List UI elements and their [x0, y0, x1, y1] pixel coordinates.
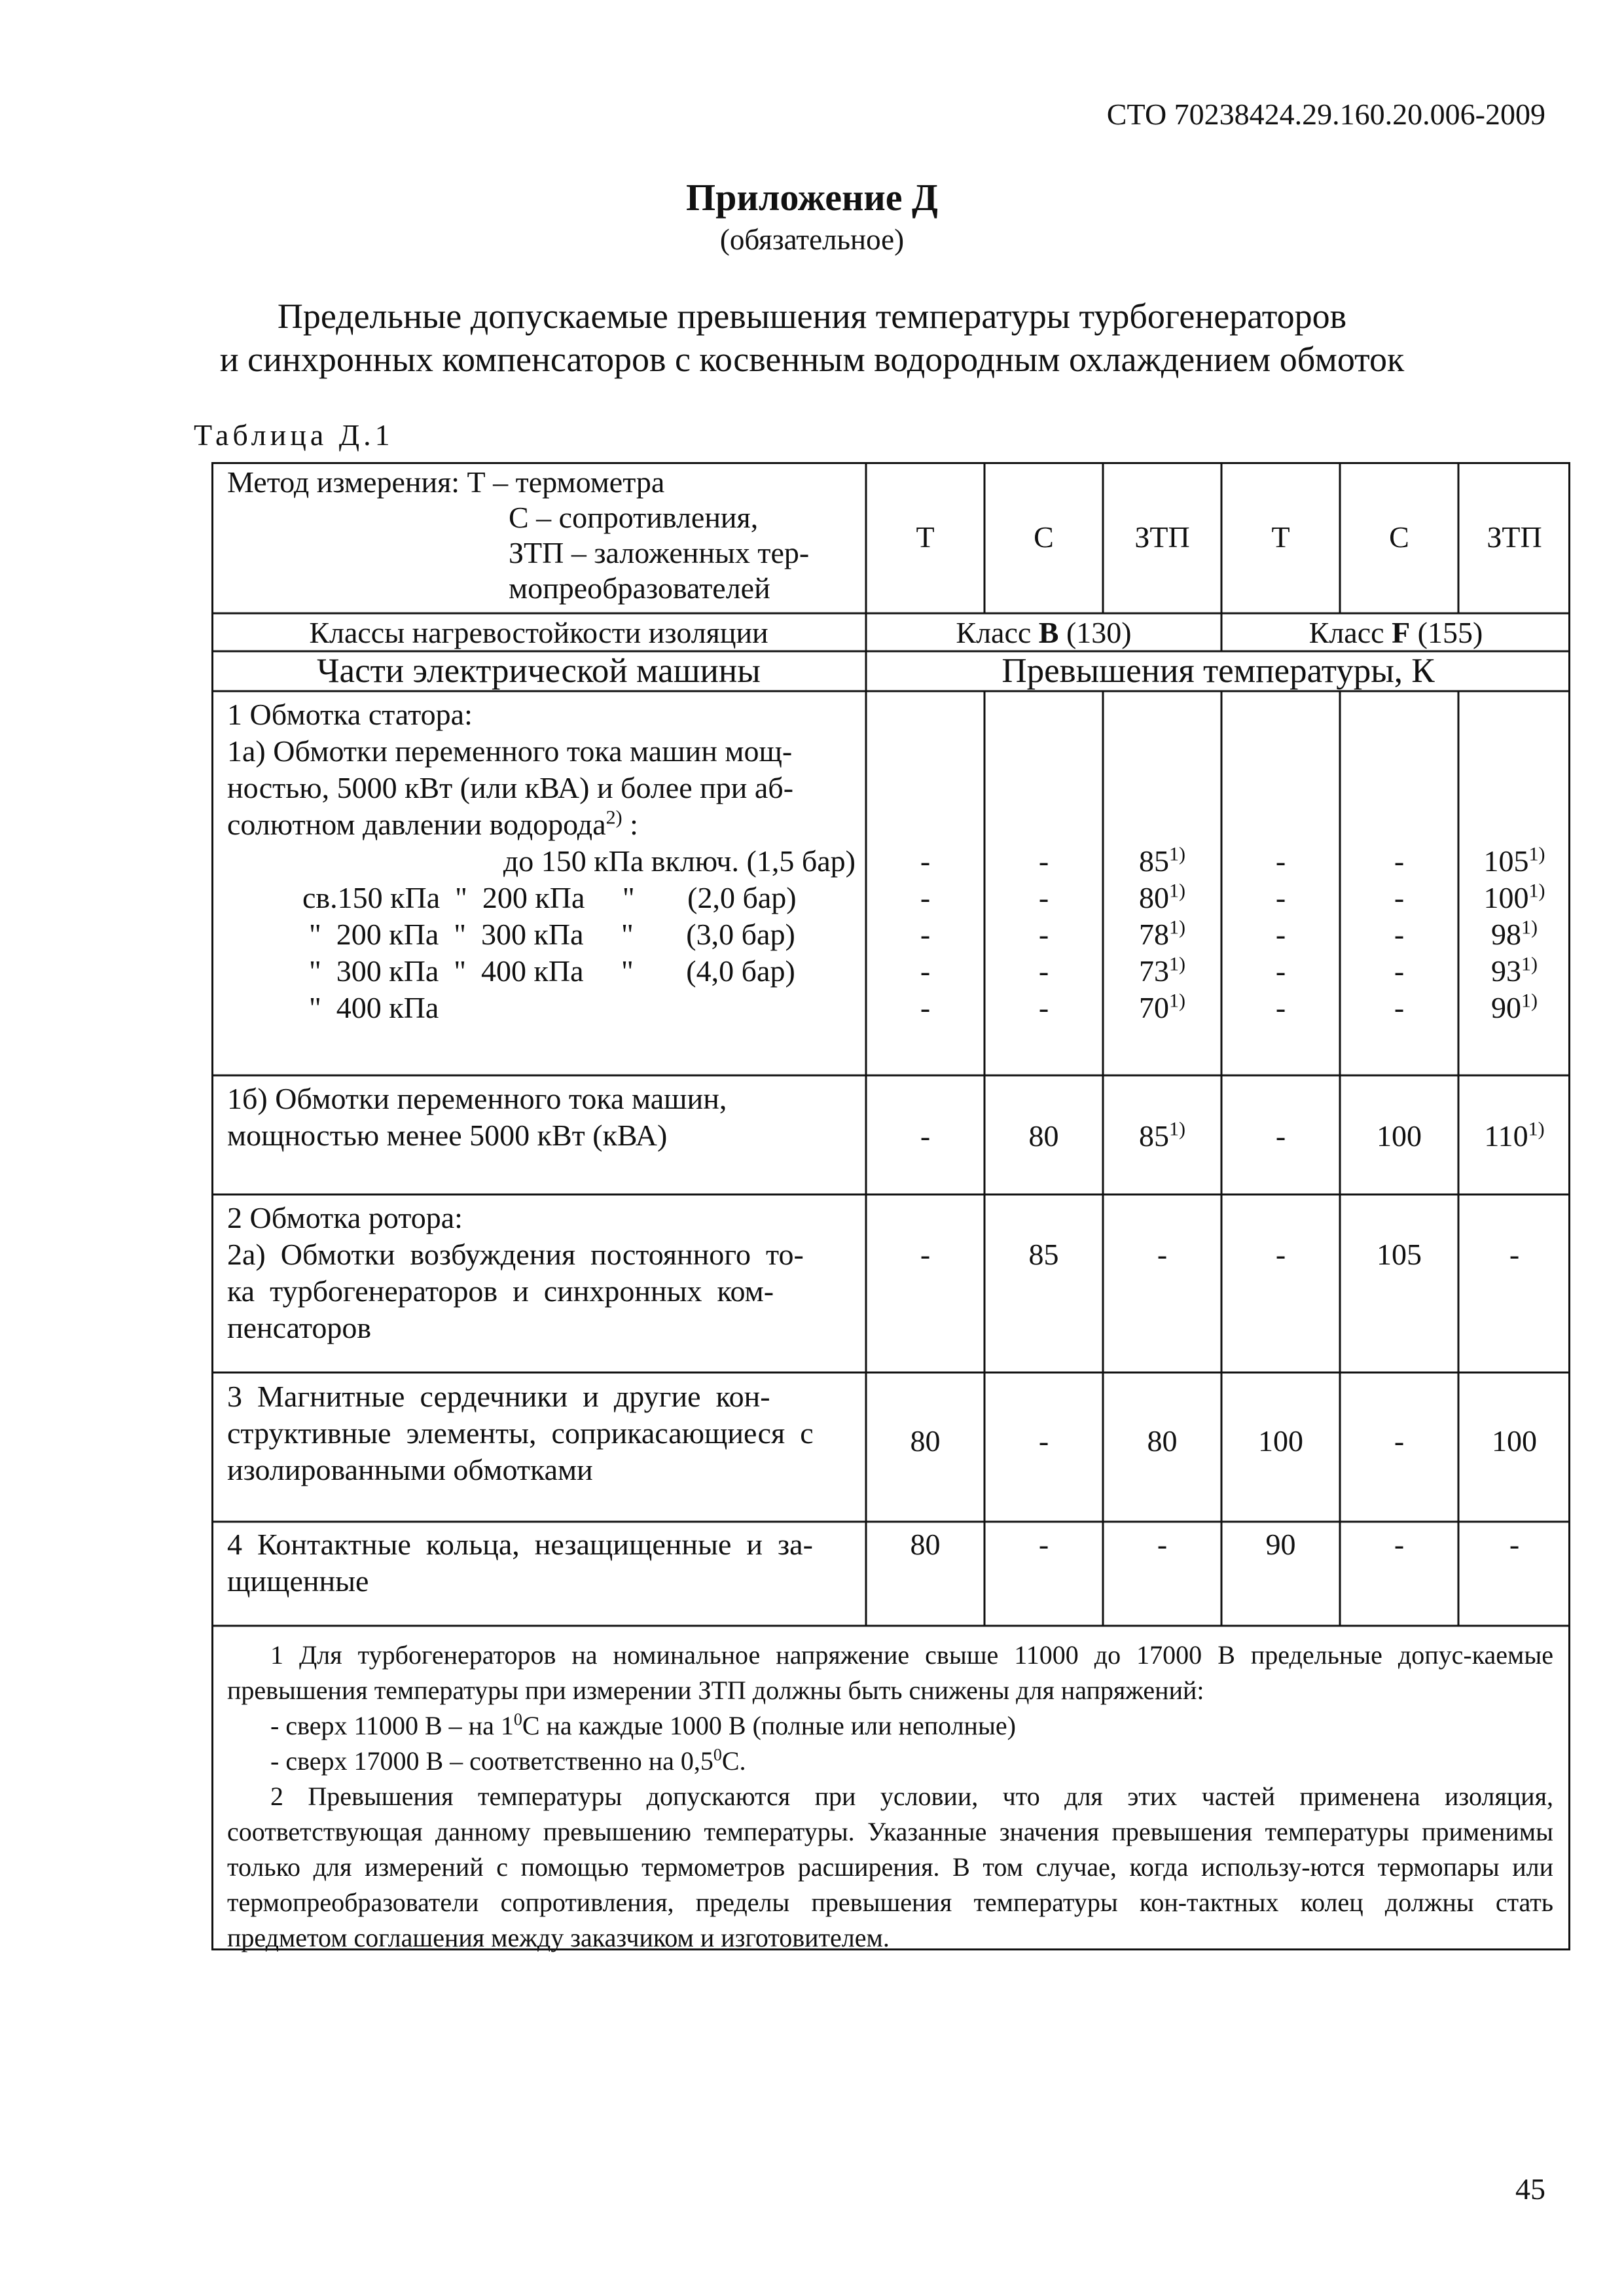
- appendix-subtitle: (обязательное): [719, 223, 905, 256]
- value-cell: -: [1038, 991, 1049, 1024]
- row-rotor-winding: [227, 1200, 856, 1346]
- value-cell: 80: [910, 1424, 941, 1458]
- temperature-rise-header: Превышения температуры, К: [1001, 652, 1435, 690]
- value-cell: 70$^{1)}$: [1139, 990, 1185, 1024]
- method-col-1: Т: [916, 520, 935, 554]
- row3-values: [866, 1423, 1570, 1460]
- value-cell: -: [1394, 1424, 1405, 1458]
- value-cell: 78$^{1)}$: [1139, 916, 1185, 951]
- row3-line-3: изолированными обмотками: [227, 1453, 593, 1486]
- row1b-line-2: мощностью менее 5000 кВт (кВА): [227, 1119, 668, 1152]
- class-f-header: Класс F (155): [1308, 616, 1483, 649]
- subrow-label-5: " 400 кПа: [309, 991, 439, 1024]
- method-line-3: ЗТП – заложенных тер-: [509, 536, 810, 569]
- value-cell: -: [920, 991, 931, 1024]
- value-cell: -: [1038, 918, 1049, 951]
- page-number: 45: [1515, 2172, 1545, 2206]
- subrow-values-5: [866, 990, 1570, 1026]
- subrow-label-4: " 300 кПа " 400 кПа " (4,0 бар): [309, 954, 795, 988]
- value-cell: 85$^{1)}$: [1139, 843, 1185, 878]
- document-code: СТО 70238424.29.160.20.006-2009: [1106, 98, 1545, 131]
- method-header: [227, 465, 856, 606]
- subrow-values-4: [866, 953, 1570, 990]
- caption-line-1: Предельные допускаемые превышения температуры турбогенераторов: [277, 296, 1347, 336]
- row-stator-winding: [227, 696, 856, 843]
- row1-line-1: 1 Обмотка статора:: [227, 698, 473, 731]
- row1-line-4: солютном давлении водорода$^{2)}$ :: [227, 806, 638, 841]
- value-cell: 90$^{1)}$: [1491, 990, 1538, 1024]
- row3-line-2: структивные элементы, соприкасающиеся с: [227, 1416, 814, 1450]
- appendix-title: Приложение Д: [686, 176, 938, 219]
- subrow-values-1: [866, 843, 1570, 880]
- value-cell: -: [1038, 881, 1049, 914]
- value-cell: -: [1394, 844, 1405, 878]
- value-cell: 98$^{1)}$: [1491, 916, 1538, 951]
- value-cell: 80$^{1)}$: [1139, 880, 1185, 914]
- value-cell: -: [1157, 1238, 1168, 1271]
- value-cell: -: [1038, 954, 1049, 988]
- row2-line-3: ка турбогенераторов и синхронных ком-: [227, 1274, 774, 1308]
- value-cell: 100$^{1)}$: [1483, 880, 1545, 914]
- method-line-4: мопреобразователей: [509, 571, 770, 605]
- method-line-2: С – сопротивления,: [509, 501, 759, 534]
- value-cell: -: [1038, 844, 1049, 878]
- subrow-label-2: св.150 кПа " 200 кПа " (2,0 бар): [302, 881, 797, 914]
- value-cell: -: [1394, 1528, 1405, 1561]
- row3-line-1: 3 Магнитные сердечники и другие кон-: [227, 1380, 770, 1413]
- value-cell: 110$^{1)}$: [1484, 1118, 1545, 1153]
- value-cell: -: [1394, 991, 1405, 1024]
- value-cell: -: [1394, 918, 1405, 951]
- value-cell: 100: [1492, 1424, 1537, 1458]
- method-col-4: Т: [1271, 520, 1290, 554]
- value-cell: -: [1394, 954, 1405, 988]
- caption-line-2: и синхронных компенсаторов с косвенным водородным охлаждением обмоток: [219, 340, 1405, 379]
- row2-line-1: 2 Обмотка ротора:: [227, 1201, 463, 1234]
- method-col-3: ЗТП: [1134, 520, 1190, 554]
- note-1b: - сверх 17000 В – соответственно на $0,5^0С$.: [270, 1745, 746, 1776]
- row2-values: [866, 1236, 1570, 1273]
- value-cell: 100: [1258, 1424, 1303, 1458]
- row2-line-4: пенсаторов: [227, 1311, 372, 1344]
- insulation-classes-label: Классы нагревостойкости изоляции: [309, 616, 768, 649]
- note-1a: - сверх 11000 В – на $1^0С$ на каждые 1000 В (полные или неполные): [270, 1710, 1016, 1740]
- value-cell: -: [920, 1119, 931, 1153]
- value-cell: 85: [1028, 1238, 1059, 1271]
- row1b-values: [866, 1118, 1570, 1155]
- row-magnetic-cores: [227, 1378, 856, 1488]
- value-cell: -: [920, 881, 931, 914]
- row1-line-3: ностью, 5000 кВт (или кВА) и более при аб-: [227, 771, 794, 804]
- value-cell: -: [1509, 1528, 1520, 1561]
- method-col-5: С: [1389, 520, 1409, 554]
- value-cell: -: [920, 1238, 931, 1271]
- value-cell: 80: [910, 1528, 941, 1561]
- row4-values: [866, 1526, 1570, 1563]
- value-cell: -: [1038, 1424, 1049, 1458]
- method-line-1: Метод измерения: Т – термометра: [227, 465, 665, 499]
- value-cell: -: [1275, 954, 1286, 988]
- subrow-label-3: " 200 кПа " 300 кПа " (3,0 бар): [309, 918, 795, 951]
- machine-parts-header: Части электрической машины: [317, 652, 761, 690]
- value-cell: -: [1275, 991, 1286, 1024]
- row2-line-2: 2а) Обмотки возбуждения постоянного то-: [227, 1238, 804, 1271]
- method-col-6: ЗТП: [1487, 520, 1542, 554]
- value-cell: -: [920, 918, 931, 951]
- note-1: 1 Для турбогенераторов на номинальное напряжение свыше 11000 до 17000 В предельные допус-каемые превышения температуры при измерении ЗТП должны быть снижены для напряжений:: [227, 1640, 1553, 1705]
- value-cell: -: [1275, 844, 1286, 878]
- table-caption: [0, 295, 1624, 381]
- subrow-label-1: до 150 кПа включ. (1,5 бар): [503, 844, 856, 878]
- row1-line-2: 1а) Обмотки переменного тока машин мощ-: [227, 734, 793, 768]
- value-cell: 85$^{1)}$: [1139, 1118, 1185, 1153]
- value-cell: -: [1509, 1238, 1520, 1271]
- row4-line-2: щищенные: [227, 1564, 369, 1598]
- value-cell: 80: [1028, 1119, 1059, 1153]
- value-cell: -: [1038, 1528, 1049, 1561]
- value-cell: 93$^{1)}$: [1491, 953, 1538, 988]
- value-cell: 105: [1377, 1238, 1422, 1271]
- value-cell: 80: [1147, 1424, 1178, 1458]
- value-cell: -: [920, 844, 931, 878]
- value-cell: -: [1394, 881, 1405, 914]
- value-cell: -: [1275, 1238, 1286, 1271]
- row1b-line-1: 1б) Обмотки переменного тока машин,: [227, 1082, 727, 1115]
- value-cell: -: [920, 954, 931, 988]
- subrow-values-3: [866, 916, 1570, 953]
- pressure-subrow-values: [866, 843, 1570, 1026]
- value-cell: -: [1157, 1528, 1168, 1561]
- note-2: 2 Превышения температуры допускаются при условии, что для этих частей применена изоляция, соответствующая данному превышению температуры. Указанные значения превышения температуры применимы только для измерений с помощью термометров расширения. В том случае, когда использу-ются термопары или термопреобразователи сопротивления, пределы превышения температуры кон-тактных колец должны стать предметом соглашения между заказчиком и изготовителем.: [227, 1782, 1553, 1952]
- class-b-header: Класс B (130): [956, 616, 1132, 649]
- value-cell: -: [1275, 881, 1286, 914]
- table-label: Таблица Д.1: [194, 418, 394, 452]
- value-cell: -: [1275, 1119, 1286, 1153]
- value-cell: -: [1275, 918, 1286, 951]
- value-cell: 73$^{1)}$: [1139, 953, 1185, 988]
- method-col-2: С: [1034, 520, 1054, 554]
- value-cell: 105$^{1)}$: [1483, 843, 1545, 878]
- pressure-subrows: [227, 843, 856, 1026]
- row4-line-1: 4 Контактные кольца, незащищенные и за-: [227, 1528, 813, 1561]
- row-ac-windings-small: [227, 1081, 856, 1154]
- value-cell: 90: [1265, 1528, 1296, 1561]
- subrow-values-2: [866, 880, 1570, 916]
- row-contact-rings: [227, 1526, 856, 1600]
- value-cell: 100: [1377, 1119, 1422, 1153]
- table-notes: [227, 1638, 1553, 1956]
- temperature-rise-table: [211, 462, 1570, 1950]
